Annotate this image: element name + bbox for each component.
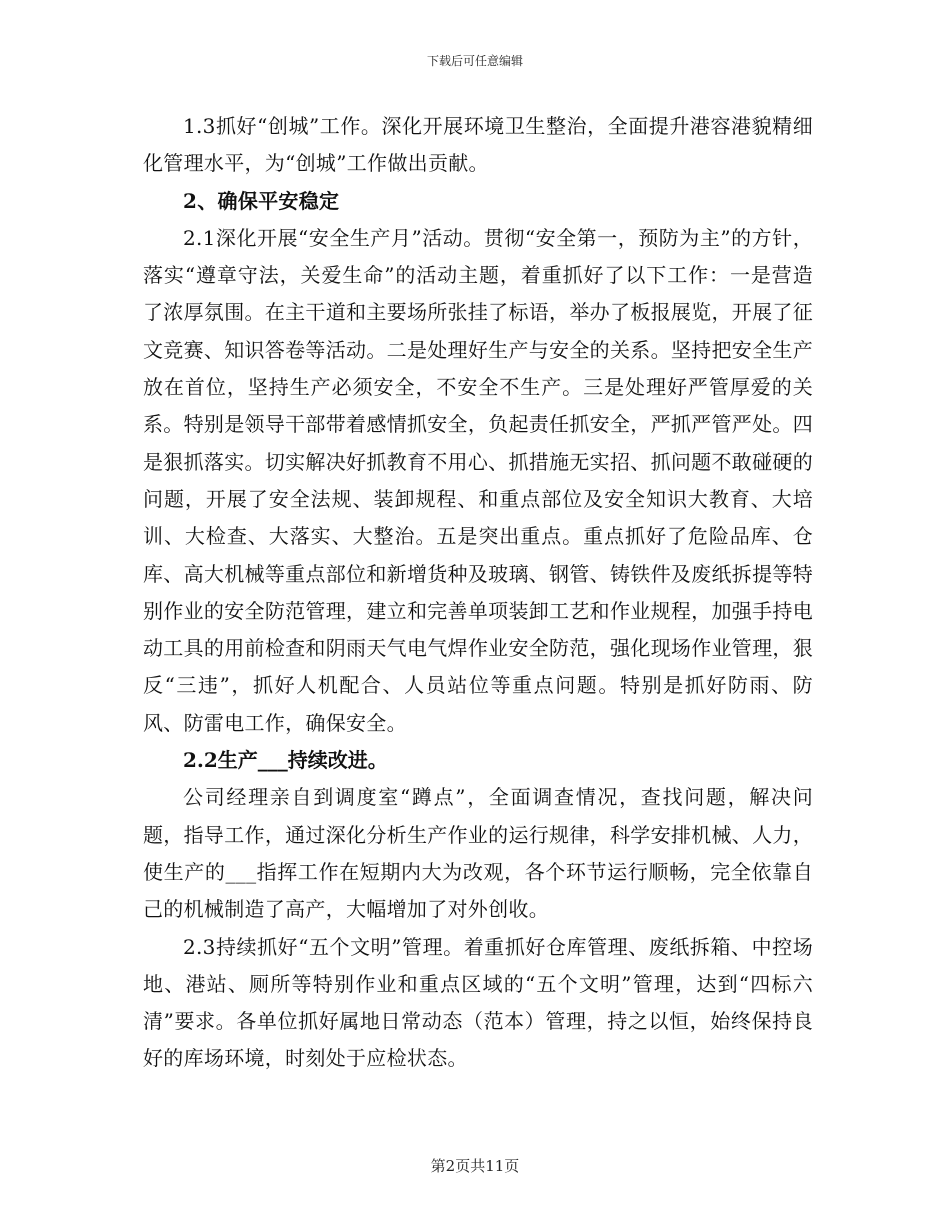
document-body [143, 108, 813, 1078]
page-header: 下载后可任意编辑 [426, 54, 523, 68]
subheading-2-2: 2.2生产___持续改进。 [183, 748, 388, 773]
paragraph-2-3: 2.3持续抓好“五个文明”管理。着重抓好仓库管理、废纸拆箱、中控场地、港站、厕所等特别作业和重点区域的“五个文明”管理，达到“四标六清”要求。各单位抓好属地日常动态（范本）管理，持之以恒，始终保持良好的库场环境，时刻处于应检状态。 [143, 934, 813, 1071]
paragraph-2-1: 2.1深化开展“安全生产月”活动。贯彻“安全第一，预防为主”的方针，落实“遵章守法，关爱生命”的活动主题，着重抓好了以下工作：一是营造了浓厚氛围。在主干道和主要场所张挂了标语，举办了板报展览，开展了征文竞赛、知识答卷等活动。二是处理好生产与安全的关系。坚持把安全生产放在首位，坚持生产必须安全，不安全不生产。三是处理好严管厚爱的关系。特别是领导干部带着感情抓安全，负起责任抓安全，严抓严管严处。四是狠抓落实。切实解决好抓教育不用心、抓措施无实招、抓问题不敢碰硬的问题，开展了安全法规、装卸规程、和重点部位及安全知识大教育、大培训、大检查、大落实、大整治。五是突出重点。重点抓好了危险品库、仓库、高大机械等重点部位和新增货种及玻璃、钢管、铸铁件及废纸拆提等特别作业的安全防范管理，建立和完善单项装卸工艺和作业规程，加强手持电动工具的用前检查和阴雨天气电气焊作业安全防范，强化现场作业管理，狠反“三违”，抓好人机配合、人员站位等重点问题。特别是抓好防雨、防风、防雷电工作，确保安全。 [143, 225, 813, 735]
section-heading-2: 2、确保平安稳定 [183, 188, 340, 213]
paragraph-2-2-body: 公司经理亲自到调度室“蹲点”，全面调查情况，查找问题，解决问题，指导工作，通过深化分析生产作业的运行规律，科学安排机械、人力，使生产的___指挥工作在短期内大为改观，各个环节运行顺畅，完全依靠自己的机械制造了高产，大幅增加了对外创收。 [143, 785, 813, 922]
page-number-footer: 第2页共11页 [430, 1157, 520, 1175]
paragraph-1-3: 1.3抓好“创城”工作。深化开展环境卫生整治，全面提升港容港貌精细化管理水平，为“创城”工作做出贡献。 [143, 114, 813, 176]
